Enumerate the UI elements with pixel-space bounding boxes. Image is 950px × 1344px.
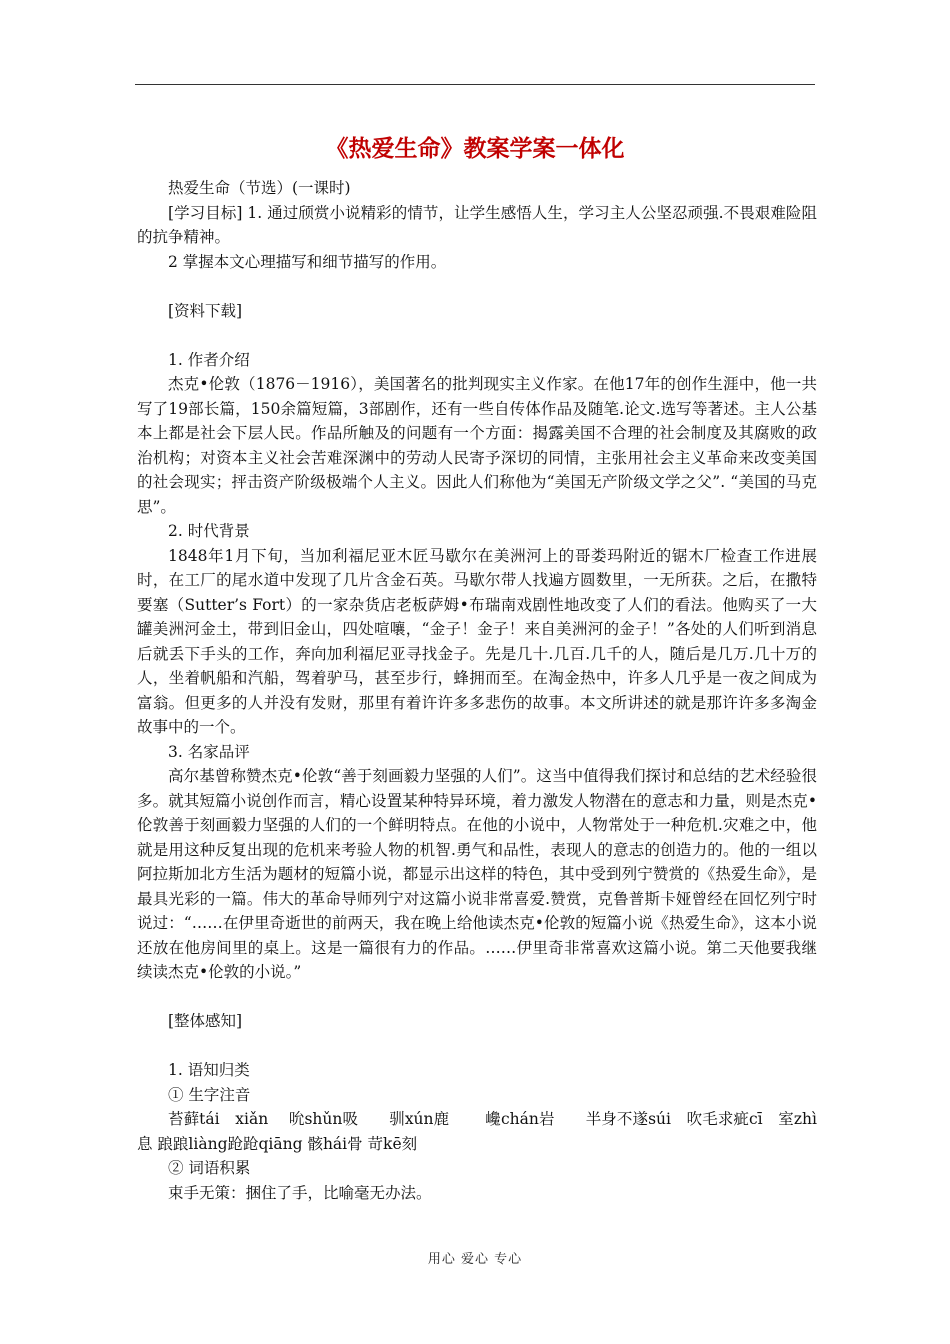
header-rule [135,84,815,85]
subheading-background: 2. 时代背景 [168,522,250,540]
vocabulary-entry: 束手无策：捆住了手，比喻毫无办法。 [168,1183,432,1202]
section-heading-overall: [整体感知] [168,1012,243,1030]
paragraph-author: 杰克•伦敦（1876－1916），美国著名的批判现实主义作家。在他17年的创作生涯中，他一共写了19部长篇，150余篇短篇，3部剧作，还有一些自传体作品及随笔.论文.选写等著述。主人公基本上都是社会下层人民。作品所触及的问题有一个方面：揭露美国不合理的社会制度及其腐败的政治机构；对资本主义社会苦难深渊中的劳动人民寄予深切的同情，主张用社会主义革命来改变美国的社会现实；抨击资产阶级极端个人主义。因此人们称他为“美国无产阶级文学之父”. “美国的马克思”。 [137,375,817,516]
subheading-author: 1. 作者介绍 [168,350,250,369]
document-title: 《热爱生命》教案学案一体化 [325,136,625,162]
paragraph-review: 高尔基曾称赞杰克•伦敦“善于刻画毅力坚强的人们”。这当中值得我们探讨和总结的艺术经验很多。就其短篇小说创作而言，精心设置某种特异环境，着力激发人物潜在的意志和力量，则是杰克•伦敦善于刻画毅力坚强的人们的一个鲜明特点。在他的小说中，人物常处于一种危机.灾难之中，他就是用这种反复出现的危机来考验人物的机智.勇气和品性，表现人的意志的创造力的。他的一组以阿拉斯加北方生活为题材的短篇小说，都显示出这样的特色，其中受到列宁赞赏的《热爱生命》，是最具光彩的一篇。伟大的革命导师列宁对这篇小说非常喜爱.赞赏，克鲁普斯卡娅曾经在回忆列宁时说过：“……在伊里奇逝世的前两天，我在晚上给他读杰克•伦敦的短篇小说《热爱生命》，这本小说还放在他房间里的桌上。这是一篇很有力的作品。……伊里奇非常喜欢这篇小说。第二天他要我继续读杰克•伦敦的小说。” [137,767,817,981]
paragraph-background: 1848年1月下旬，当加利福尼亚木匠马歇尔在美洲河上的哥娄玛附近的锯木厂检查工作进展时，在工厂的尾水道中发现了几片含金石英。马歇尔带人找遍方圆数里，一无所获。之后，在撒特要塞（Sutter’s Fort）的一家杂货店老板萨姆•布瑞南戏剧性地改变了人们的看法。他购买了一大罐美洲河金土，带到旧金山，四处喧嚷，“金子！金子！来自美洲河的金子！”各处的人们听到消息后就丢下手头的工作，奔向加利福尼亚寻找金子。先是几十.几百.几千的人，随后是几万.几十万的人，坐着帆船和汽船，驾着驴马，甚至步行，蜂拥而至。在淘金热中，许多人几乎是一夜之间成为富翁。但更多的人并没有发财，那里有着许许多多悲伤的故事。本文所讲述的就是那许许多多淘金故事中的一个。 [137,546,817,736]
learning-goal-2: 2 掌握本文心理描写和细节描写的作用。 [168,252,447,271]
pinyin-list: 苔藓tái xiǎn 吮shǔn吸 驯xún鹿 巉chán岩 半身不遂súi 吹毛求疵cī 室zhì息 踉踉liàng跄跄qiāng 骸hái骨 苛kē刻 [137,1110,817,1153]
section-heading-materials: [资料下载] [168,301,243,320]
lesson-subtitle: 热爱生命（节选）(一课时) [168,179,351,197]
subheading-language: 1. 语知归类 [168,1061,250,1079]
learning-goal-1: [学习目标] 1. 通过颀赏小说精彩的情节，让学生感悟人生，学习主人公坚忍顽强.不畏艰难险阻的抗争精神。 [137,203,817,246]
subheading-pronunciation: ① 生字注音 [168,1085,251,1104]
page-footer: 用心 爱心 专心 [427,1252,523,1267]
subheading-vocabulary: ② 词语积累 [168,1159,251,1177]
document-body [137,176,817,1205]
subheading-review: 3. 名家品评 [168,742,250,761]
